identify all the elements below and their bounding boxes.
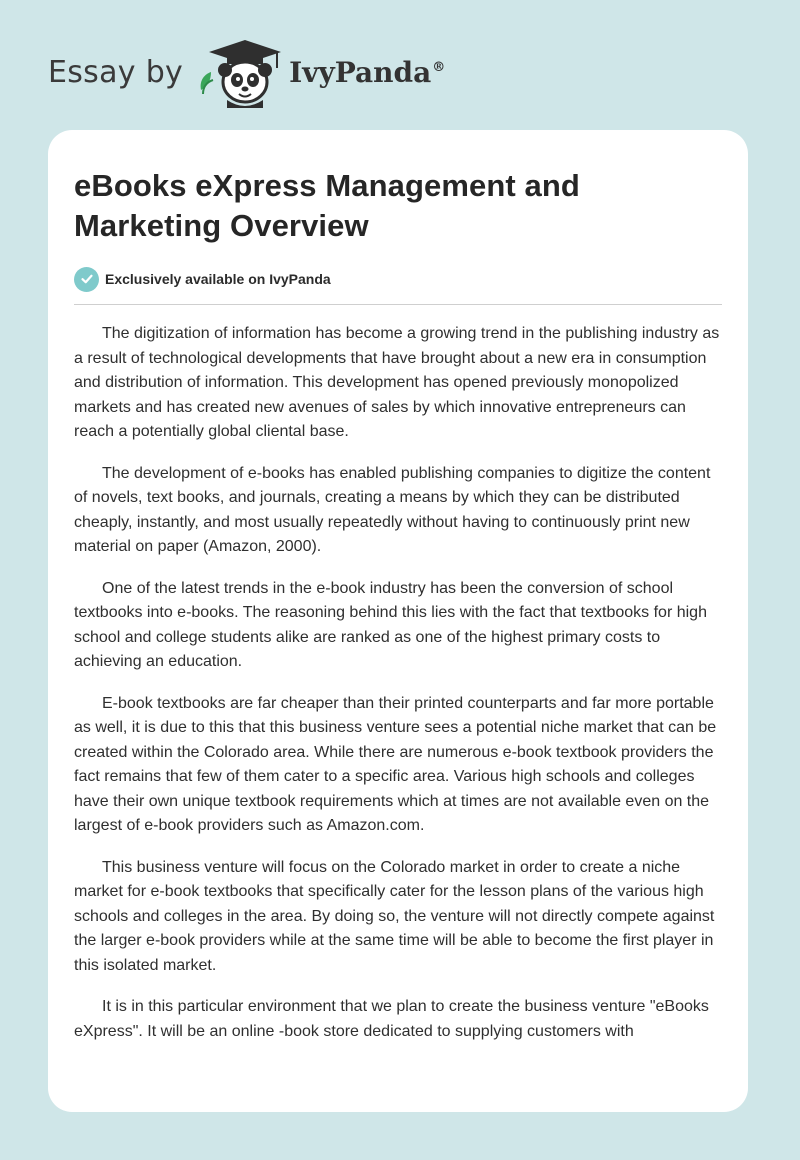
paragraph: E-book textbooks are far cheaper than their printed counterparts and far more portable as well, it is due to this that this business venture sees a potential niche market that can be created within the Colorado area. While there are numerous e-book textbook providers the fact remains that few of them cater to a specific area. Various high schools and colleges have their own unique textbook requirements which at times are not available even on the largest of e-book providers such as Amazon.com. xyxy=(74,694,717,835)
paragraph: The digitization of information has become a growing trend in the publishing industry as a result of technological developments that have brought about a new era in consumption and distribution of information. This development has opened previously monopolized markets and has created new avenues of sales by which innovative entrepreneurs can reach a potentially global cliental base. xyxy=(74,325,720,441)
brand-name-text: IvyPanda xyxy=(289,55,432,89)
site-header xyxy=(48,36,445,108)
essay-by-label: Essay by xyxy=(48,54,184,90)
title-divider xyxy=(74,304,722,305)
exclusive-badge-text: Exclusively available on IvyPanda xyxy=(105,271,331,287)
paragraph: One of the latest trends in the e-book industry has been the conversion of school textbooks into e-books. The reasoning behind this lies with the fact that textbooks for high school and college students alike are ranked as one of the highest primary costs to achieving an education. xyxy=(74,579,707,671)
paragraph: The development of e-books has enabled publishing companies to digitize the content of novels, text books, and journals, creating a means by which they can be distributed cheaply, instantly, and most usually repeatedly without having to continuously print new material on paper (Amazon, 2000). xyxy=(74,464,711,556)
registered-mark: ® xyxy=(432,60,446,76)
brand-name[interactable] xyxy=(289,56,445,89)
essay-title: eBooks eXpress Management and Marketing Overview xyxy=(74,168,580,243)
checkmark-icon xyxy=(74,267,99,292)
exclusive-badge xyxy=(74,266,722,292)
essay-card xyxy=(48,130,748,1112)
panda-graduate-icon[interactable] xyxy=(193,36,285,108)
essay-body xyxy=(74,322,722,1044)
paragraph: It is in this particular environment that we plan to create the business venture "eBooks eXpress". It will be an online -book store dedicated to supplying customers with xyxy=(74,998,709,1040)
paragraph: This business venture will focus on the Colorado market in order to create a niche market for e-book textbooks that specifically cater for the lesson plans of the various high schools and colleges in the area. By doing so, the venture will not directly compete against the larger e-book providers while at the same time will be able to become the first player in this isolated market. xyxy=(74,858,715,975)
